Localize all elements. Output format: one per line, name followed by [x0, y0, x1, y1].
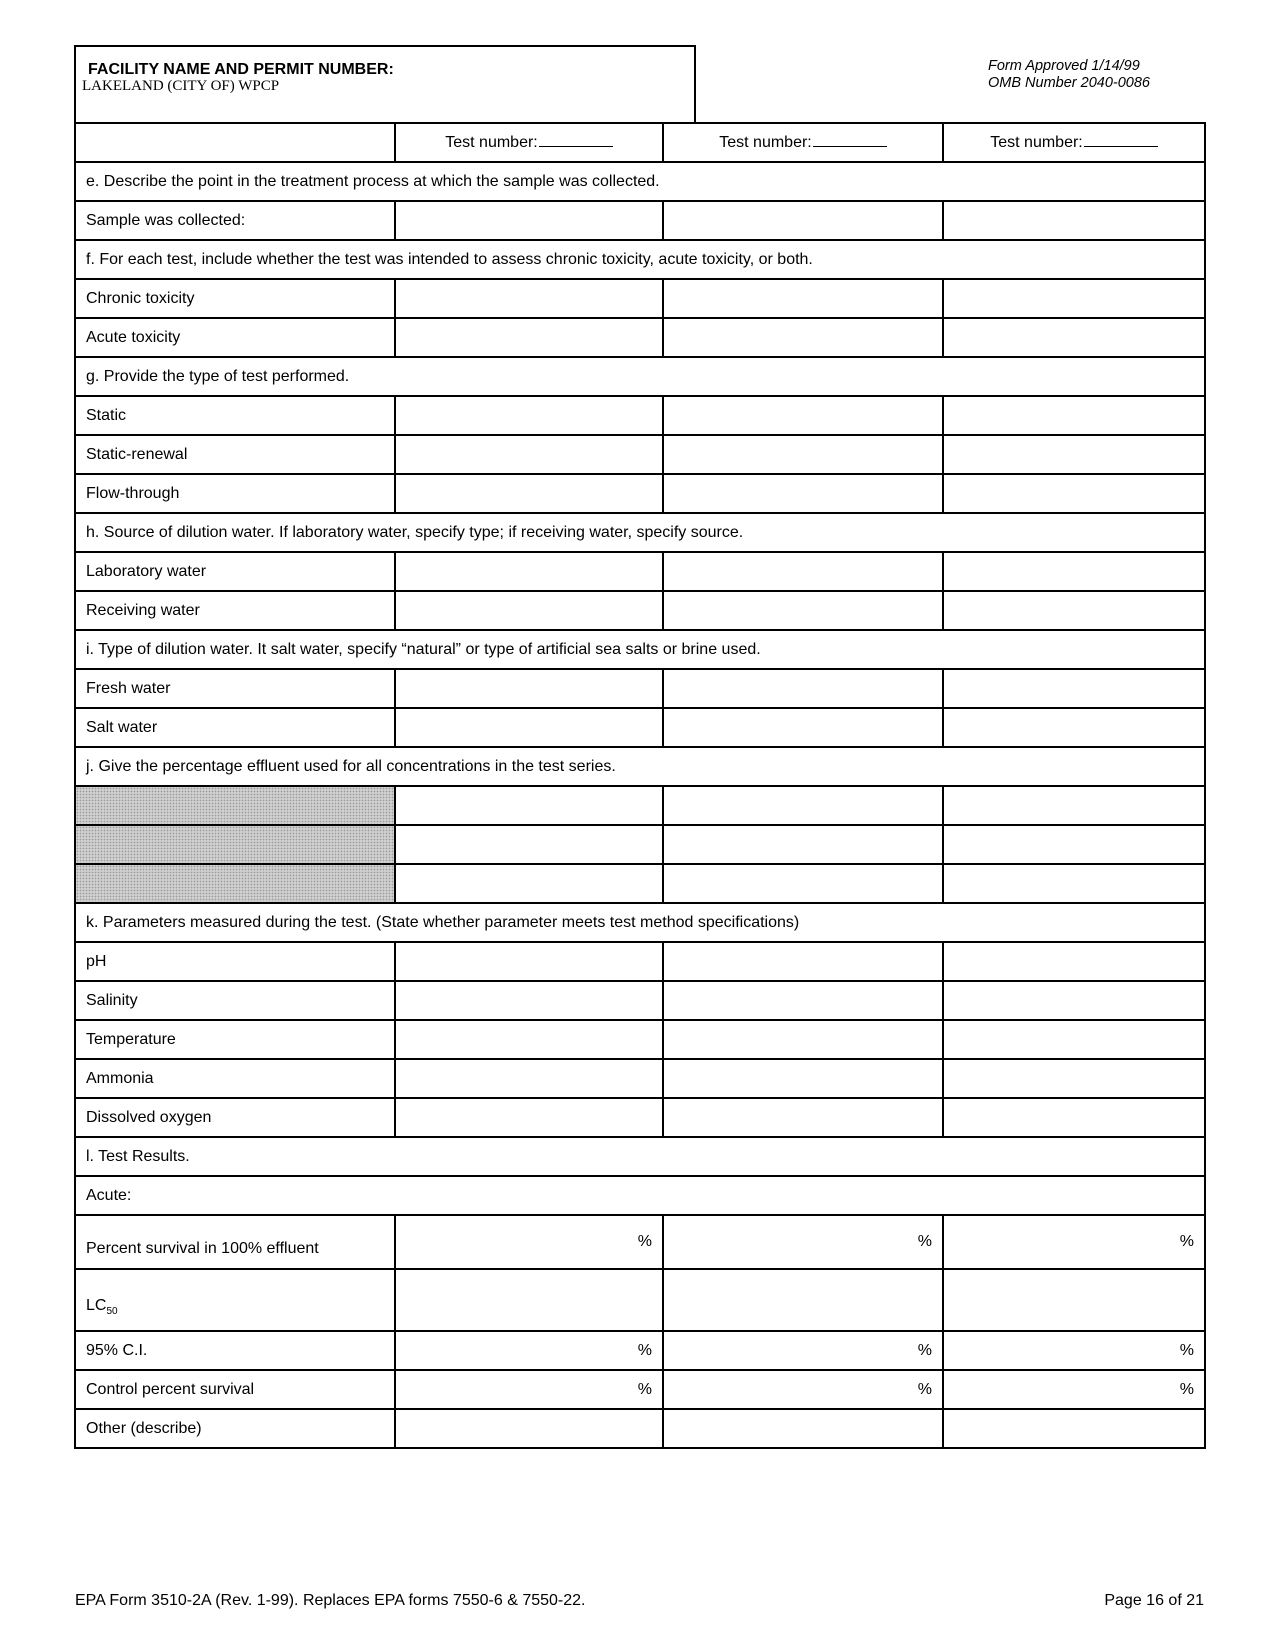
entry-cell[interactable]	[663, 942, 943, 981]
row-label: Temperature	[75, 1020, 395, 1059]
row-label: Static	[75, 396, 395, 435]
table-row	[75, 318, 1205, 357]
percent-cell[interactable]: %	[395, 1215, 663, 1269]
entry-cell[interactable]	[663, 1098, 943, 1137]
entry-cell[interactable]	[663, 1059, 943, 1098]
row-label: Percent survival in 100% effluent	[75, 1215, 395, 1269]
entry-cell[interactable]	[395, 942, 663, 981]
row-label: Laboratory water	[75, 552, 395, 591]
section-l-row	[75, 1137, 1205, 1176]
entry-cell[interactable]	[943, 1269, 1205, 1331]
entry-cell[interactable]	[395, 201, 663, 240]
table-row	[75, 1215, 1205, 1269]
row-label: Other (describe)	[75, 1409, 395, 1448]
table-row	[75, 1269, 1205, 1331]
entry-cell[interactable]	[943, 435, 1205, 474]
entry-cell[interactable]	[943, 1409, 1205, 1448]
entry-cell[interactable]	[663, 318, 943, 357]
test-number-blank[interactable]	[539, 134, 613, 147]
percent-cell[interactable]: %	[663, 1215, 943, 1269]
entry-cell[interactable]	[663, 279, 943, 318]
table-row	[75, 1331, 1205, 1370]
section-i-row	[75, 630, 1205, 669]
facility-header-box	[74, 45, 696, 122]
table-row	[75, 1059, 1205, 1098]
facility-name-permit[interactable]: LAKELAND (CITY OF) WPCP	[82, 78, 280, 94]
entry-cell[interactable]	[943, 591, 1205, 630]
entry-cell[interactable]	[395, 396, 663, 435]
entry-cell[interactable]	[395, 669, 663, 708]
table-row	[75, 396, 1205, 435]
entry-cell[interactable]	[663, 201, 943, 240]
section-f-heading: f. For each test, include whether the test was intended to assess chronic toxicity, acute toxicity, or both.	[75, 240, 1205, 279]
row-label-lc50: $LC_{50}$	[75, 1269, 395, 1331]
entry-cell[interactable]	[395, 318, 663, 357]
toxicity-test-table	[74, 122, 1206, 1449]
row-label: Receiving water	[75, 591, 395, 630]
percent-cell[interactable]: %	[395, 1331, 663, 1370]
table-row	[75, 552, 1205, 591]
percent-cell[interactable]: %	[943, 1331, 1205, 1370]
entry-cell[interactable]	[395, 279, 663, 318]
entry-cell[interactable]	[395, 825, 663, 864]
shaded-cell	[75, 825, 395, 864]
shaded-cell	[75, 864, 395, 903]
entry-cell[interactable]	[395, 1409, 663, 1448]
footer-form-number: EPA Form 3510-2A (Rev. 1-99). Replaces EPA forms 7550-6 & 7550-22.	[75, 1592, 586, 1609]
test-number-cell-2[interactable]: Test number:	[663, 123, 943, 162]
entry-cell[interactable]	[943, 708, 1205, 747]
entry-cell[interactable]	[395, 552, 663, 591]
row-label: Chronic toxicity	[75, 279, 395, 318]
row-label: 95% C.I.	[75, 1331, 395, 1370]
entry-cell[interactable]	[395, 1098, 663, 1137]
percent-cell[interactable]: %	[663, 1331, 943, 1370]
entry-cell[interactable]	[395, 864, 663, 903]
row-label: Ammonia	[75, 1059, 395, 1098]
entry-cell[interactable]	[663, 552, 943, 591]
entry-cell[interactable]	[943, 669, 1205, 708]
section-i-heading: i. Type of dilution water. It salt water, specify “natural” or type of artificial sea salts or brine used.	[75, 630, 1205, 669]
entry-cell[interactable]	[663, 708, 943, 747]
acute-heading: Acute:	[75, 1176, 1205, 1215]
row-label: Control percent survival	[75, 1370, 395, 1409]
row-label: Salt water	[75, 708, 395, 747]
section-k-heading: k. Parameters measured during the test. (State whether parameter meets test method specifications)	[75, 903, 1205, 942]
entry-cell[interactable]	[395, 1020, 663, 1059]
section-f-row	[75, 240, 1205, 279]
form-approval-info	[988, 58, 1150, 92]
entry-cell[interactable]	[943, 396, 1205, 435]
table-row	[75, 708, 1205, 747]
entry-cell[interactable]	[395, 1059, 663, 1098]
entry-cell[interactable]	[395, 435, 663, 474]
entry-cell[interactable]	[663, 669, 943, 708]
entry-cell[interactable]	[663, 864, 943, 903]
entry-cell[interactable]	[663, 825, 943, 864]
table-row	[75, 825, 1205, 864]
table-row	[75, 1370, 1205, 1409]
row-label: Acute toxicity	[75, 318, 395, 357]
section-g-row	[75, 357, 1205, 396]
entry-cell[interactable]	[943, 942, 1205, 981]
entry-cell[interactable]	[943, 786, 1205, 825]
row-label: Salinity	[75, 981, 395, 1020]
table-row	[75, 942, 1205, 981]
entry-cell[interactable]	[663, 1269, 943, 1331]
test-number-header-row	[75, 123, 1205, 162]
entry-cell[interactable]	[663, 591, 943, 630]
section-k-row	[75, 903, 1205, 942]
entry-cell[interactable]	[663, 474, 943, 513]
entry-cell[interactable]	[943, 279, 1205, 318]
test-number-cell-3[interactable]: Test number:	[943, 123, 1205, 162]
section-l-heading: l. Test Results.	[75, 1137, 1205, 1176]
acute-heading-row	[75, 1176, 1205, 1215]
row-label: Flow-through	[75, 474, 395, 513]
table-row	[75, 201, 1205, 240]
table-row	[75, 981, 1205, 1020]
table-row	[75, 1409, 1205, 1448]
section-e-heading: e. Describe the point in the treatment process at which the sample was collected.	[75, 162, 1205, 201]
footer-page-number: Page 16 of 21	[1104, 1592, 1204, 1609]
percent-cell[interactable]: %	[943, 1215, 1205, 1269]
percent-cell[interactable]: %	[395, 1370, 663, 1409]
entry-cell[interactable]	[943, 474, 1205, 513]
section-h-row	[75, 513, 1205, 552]
table-row	[75, 1020, 1205, 1059]
header-blank-cell	[75, 123, 395, 162]
percent-cell[interactable]: %	[663, 1370, 943, 1409]
row-label: Static-renewal	[75, 435, 395, 474]
table-row	[75, 786, 1205, 825]
entry-cell[interactable]	[943, 1098, 1205, 1137]
table-row	[75, 864, 1205, 903]
row-label: Fresh water	[75, 669, 395, 708]
section-g-heading: g. Provide the type of test performed.	[75, 357, 1205, 396]
omb-number: OMB Number 2040-0086	[988, 75, 1150, 91]
table-row	[75, 435, 1205, 474]
entry-cell[interactable]	[943, 1059, 1205, 1098]
entry-cell[interactable]	[395, 591, 663, 630]
percent-cell[interactable]: %	[943, 1370, 1205, 1409]
entry-cell[interactable]	[663, 786, 943, 825]
entry-cell[interactable]	[663, 1020, 943, 1059]
entry-cell[interactable]	[943, 201, 1205, 240]
table-row	[75, 279, 1205, 318]
test-number-cell-1[interactable]: Test number:	[395, 123, 663, 162]
table-row	[75, 669, 1205, 708]
row-label: pH	[75, 942, 395, 981]
table-row	[75, 1098, 1205, 1137]
entry-cell[interactable]	[395, 1269, 663, 1331]
section-h-heading: h. Source of dilution water. If laboratory water, specify type; if receiving water, specify source.	[75, 513, 1205, 552]
facility-header-title: FACILITY NAME AND PERMIT NUMBER:	[88, 61, 394, 78]
entry-cell[interactable]	[943, 825, 1205, 864]
entry-cell[interactable]	[395, 981, 663, 1020]
entry-cell[interactable]	[663, 396, 943, 435]
table-row	[75, 474, 1205, 513]
shaded-cell	[75, 786, 395, 825]
section-j-heading: j. Give the percentage effluent used for all concentrations in the test series.	[75, 747, 1205, 786]
entry-cell[interactable]	[943, 981, 1205, 1020]
form-approved-date: Form Approved 1/14/99	[988, 58, 1140, 74]
entry-cell[interactable]	[663, 1409, 943, 1448]
entry-cell[interactable]	[943, 1020, 1205, 1059]
row-label: Sample was collected:	[75, 201, 395, 240]
section-e-row	[75, 162, 1205, 201]
entry-cell[interactable]	[663, 435, 943, 474]
entry-cell[interactable]	[395, 474, 663, 513]
entry-cell[interactable]	[663, 981, 943, 1020]
entry-cell[interactable]	[943, 864, 1205, 903]
table-row	[75, 591, 1205, 630]
row-label: Dissolved oxygen	[75, 1098, 395, 1137]
entry-cell[interactable]	[395, 786, 663, 825]
test-number-blank[interactable]	[813, 134, 887, 147]
entry-cell[interactable]	[395, 708, 663, 747]
section-j-row	[75, 747, 1205, 786]
entry-cell[interactable]	[943, 552, 1205, 591]
entry-cell[interactable]	[943, 318, 1205, 357]
test-number-blank[interactable]	[1084, 134, 1158, 147]
